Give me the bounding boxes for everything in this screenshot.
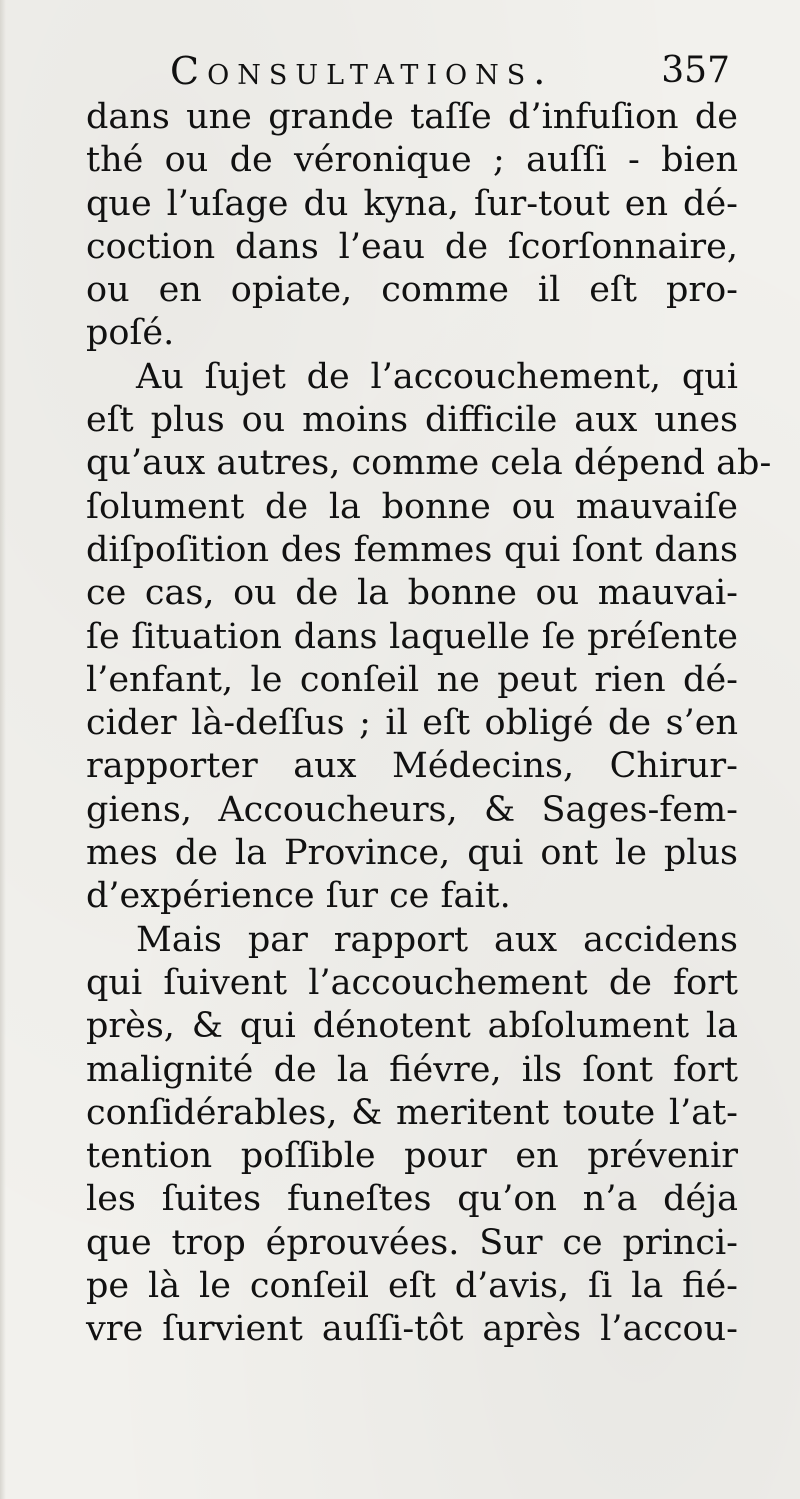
text-line: vre ſurvient auſſi-tôt après l’accou-: [86, 1309, 738, 1350]
text-line: près, & qui dénotent abſolument la: [86, 1006, 738, 1047]
page-header: [170, 45, 730, 97]
text-line: coction dans l’eau de ſcorſonnaire,: [86, 226, 738, 267]
running-head: Consultations.: [170, 49, 554, 93]
text-line: ſolument de la bonne ou mauvaiſe: [86, 486, 738, 527]
text-line: thé ou de véronique ; auſſi - bien: [86, 140, 738, 181]
text-line: cider là-deſſus ; il eſt obligé de s’en: [86, 703, 738, 744]
text-line: ou en opiate, comme il eſt pro-: [86, 270, 738, 311]
text-line: malignité de la fiévre, ils ſont fort: [86, 1049, 738, 1090]
text-line: qu’aux autres, comme cela dépend ab-: [86, 443, 772, 484]
body-text: [86, 96, 772, 1352]
text-line: mes de la Province, qui ont le plus: [86, 833, 738, 874]
text-line: giens, Accoucheurs, & Sages-fem-: [86, 789, 738, 830]
text-line: l’enfant, le conſeil ne peut rien dé-: [86, 659, 738, 700]
text-line: que l’uſage du kyna, ſur-tout en dé-: [86, 183, 738, 224]
paragraph-start-line: Au ſujet de l’accouchement, qui: [136, 356, 738, 397]
text-line: diſpoſition des femmes qui ſont dans: [86, 529, 738, 570]
text-line: poſé.: [86, 313, 175, 354]
page-number: 357: [661, 50, 730, 91]
text-line: conſidérables, & meritent toute l’at-: [86, 1092, 738, 1133]
text-line: qui ſuivent l’accouchement de fort: [86, 962, 738, 1003]
text-line: les ſuites funeſtes qu’on n’a déja: [86, 1179, 738, 1220]
text-line: d’expérience ſur ce fait.: [86, 876, 511, 917]
text-line: ſe ſituation dans laquelle ſe préſente: [86, 616, 738, 657]
text-line: tention poſſible pour en prévenir: [86, 1136, 738, 1177]
page-edge-shadow: [0, 0, 6, 1499]
text-line: dans une grande taſſe d’infuſion de: [86, 97, 738, 137]
text-line: que trop éprouvées. Sur ce princi-: [86, 1222, 738, 1263]
paragraph-start-line: Mais par rapport aux accidens: [136, 919, 738, 960]
text-line: eſt plus ou moins difficile aux unes: [86, 400, 738, 441]
text-line: pe là le conſeil eſt d’avis, ſi la fié-: [86, 1266, 738, 1307]
text-line: rapporter aux Médecins, Chirur-: [86, 746, 738, 787]
text-line: ce cas, ou de la bonne ou mauvai-: [86, 573, 738, 614]
